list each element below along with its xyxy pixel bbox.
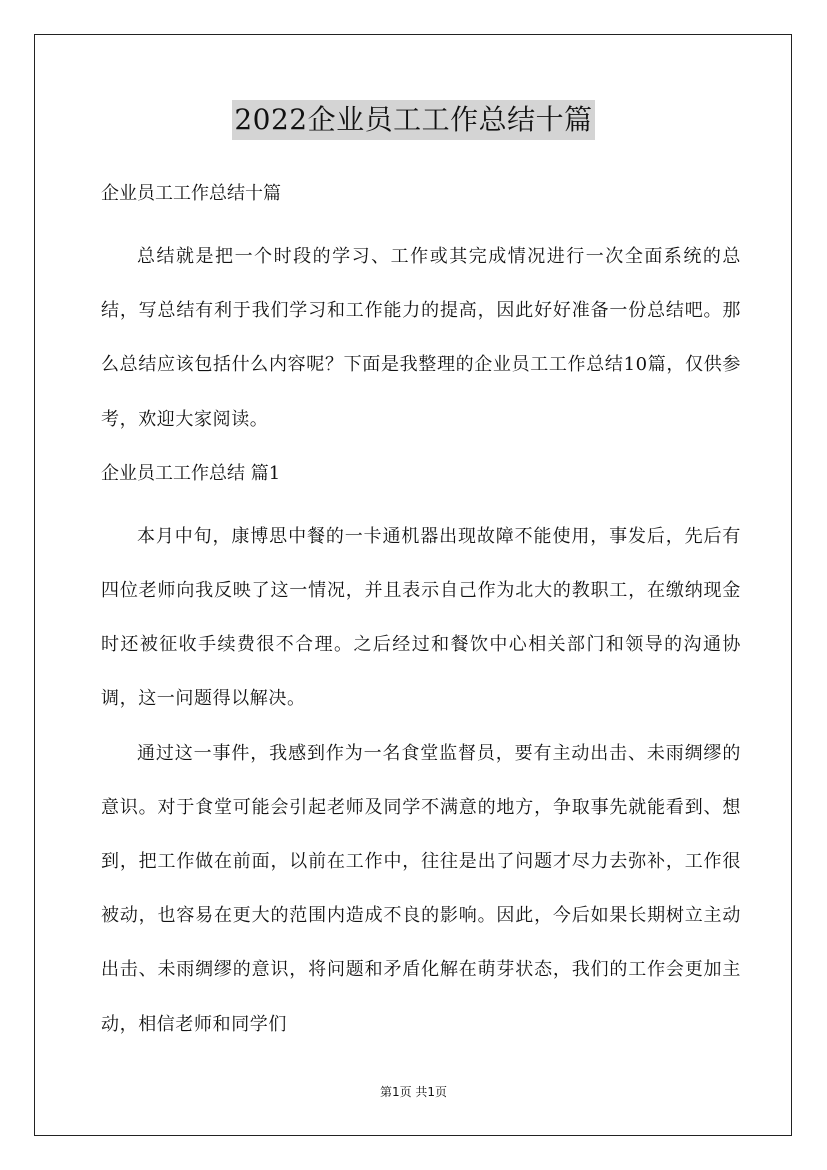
document-title: 2022企业员工工作总结十篇 <box>232 100 594 140</box>
section-paragraph-2: 通过这一事件，我感到作为一名食堂监督员，要有主动出击、未雨绸缪的意识。对于食堂可能会引起老师及同学不满意的地方，争取事先就能看到、想到，把工作做在前面，以前在工作中，往往是出了问题才尽力去弥补，工作很被动，也容易在更大的范围内造成不良的影响。因此，今后如果长期树立主动出击、未雨绸缪的意识，将问题和矛盾化解在萌芽状态，我们的工作会更加主动，相信老师和同学们 <box>101 742 741 1035</box>
document-subtitle: 企业员工工作总结十篇 <box>101 183 281 204</box>
section-paragraph-1: 本月中旬，康博思中餐的一卡通机器出现故障不能使用，事发后，先后有四位老师向我反映了这一情况，并且表示自己作为北大的教职工，在缴纳现金时还被征收手续费很不合理。之后经过和餐饮中心相关部门和领导的沟通协调，这一问题得以解决。 <box>101 525 741 710</box>
section-heading: 企业员工工作总结 篇1 <box>101 462 281 484</box>
title-container <box>0 100 827 140</box>
intro-paragraph: 总结就是把一个时段的学习、工作或其完成情况进行一次全面系统的总结，写总结有利于我们学习和工作能力的提高，因此好好准备一份总结吧。那么总结应该包括什么内容呢？下面是我整理的企业员工工作总结10篇，仅供参考，欢迎大家阅读。 <box>101 246 741 430</box>
page-number-footer: 第1页 共1页 <box>379 1085 448 1099</box>
document-body <box>101 176 741 1052</box>
